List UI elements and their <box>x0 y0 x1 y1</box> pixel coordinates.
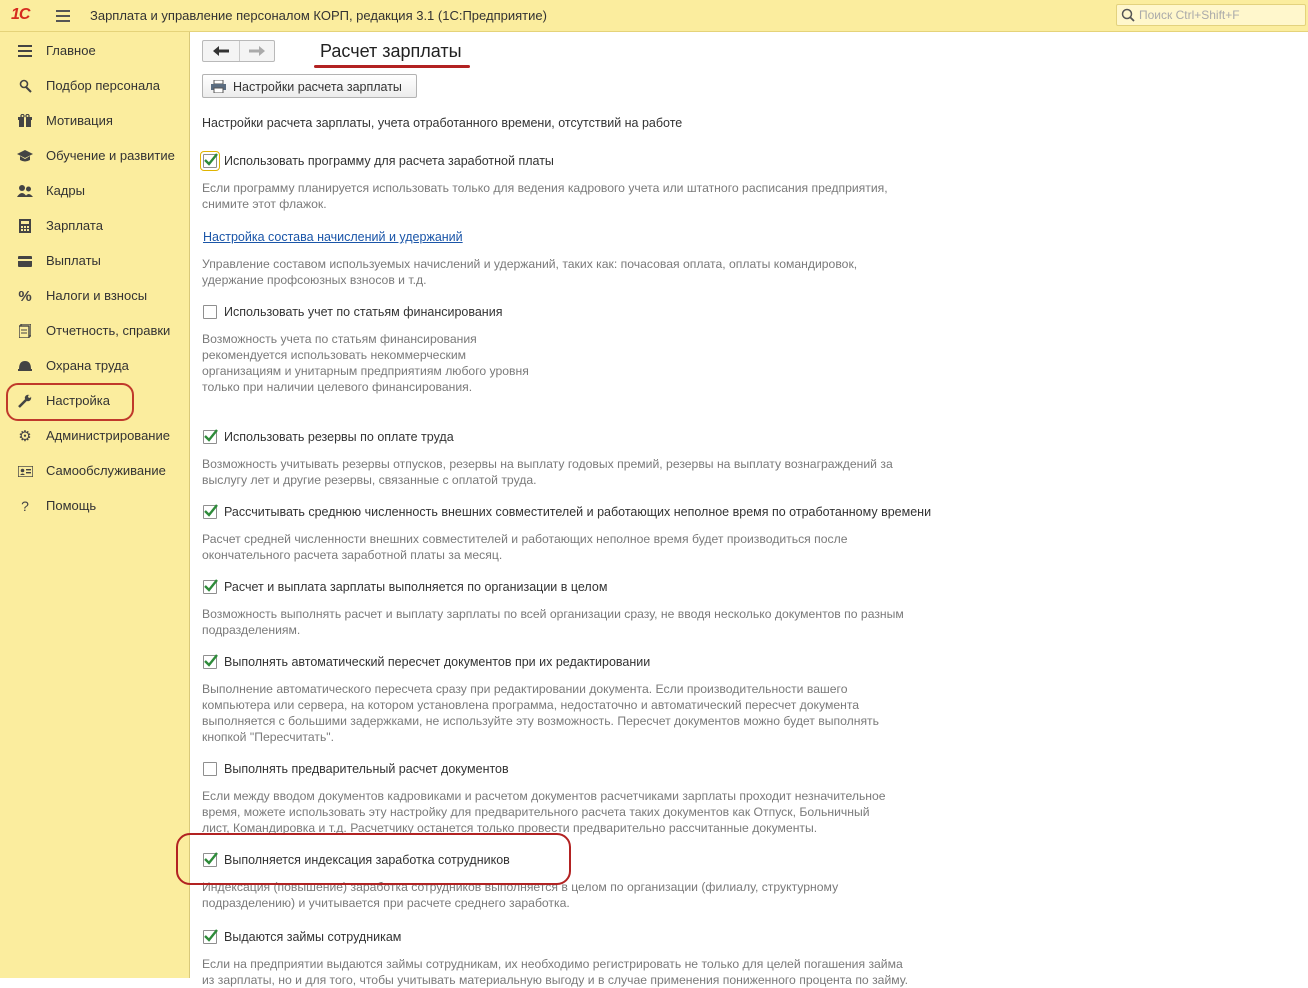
option-label[interactable]: Рассчитывать среднюю численность внешних совместителей и работающих неполное время по отработанному времени <box>224 505 932 519</box>
checkmark-icon <box>203 152 219 168</box>
sidebar-item-label: Зарплата <box>46 218 103 233</box>
wallet-icon <box>16 252 34 270</box>
sidebar-item-settings[interactable] <box>0 383 189 418</box>
people-icon <box>16 182 34 200</box>
sidebar-item-label: Налоги и взносы <box>46 288 148 303</box>
sidebar-item-labor-safety[interactable] <box>0 348 189 383</box>
global-search[interactable] <box>1116 4 1306 26</box>
top-bar <box>0 0 1308 32</box>
link-hint: Управление составом используемых начислений и удержаний, таких как: почасовая оплата, оплаты командировок, удержание профсоюзных взносов и т.д. <box>202 257 858 287</box>
section-description: Настройки расчета зарплаты, учета отработанного времени, отсутствий на работе <box>202 116 683 130</box>
graduation-cap-icon <box>16 147 34 165</box>
sidebar-item-help[interactable] <box>0 488 189 523</box>
app-title: Зарплата и управление персоналом КОРП, редакция 3.1 (1С:Предприятие) <box>90 8 547 23</box>
search-icon <box>1121 8 1135 22</box>
hamburger-icon <box>16 42 34 60</box>
back-button[interactable] <box>203 41 240 61</box>
option-organization-wide-checkbox[interactable] <box>203 580 217 594</box>
sidebar-item-label: Главное <box>46 43 96 58</box>
option-label[interactable]: Использовать резервы по оплате труда <box>224 430 454 444</box>
option-average-headcount-checkbox[interactable] <box>203 505 217 519</box>
sections-sidebar <box>0 32 190 978</box>
sidebar-item-motivation[interactable] <box>0 103 189 138</box>
sidebar-item-training[interactable] <box>0 138 189 173</box>
option-hint: Если программу планируется использовать только для ведения кадрового учета или штатного расписания предприятия, снимите этот флажок. <box>202 181 888 211</box>
sidebar-item-label: Самообслуживание <box>46 463 166 478</box>
option-label[interactable]: Выдаются займы сотрудникам <box>224 930 402 944</box>
option-auto-recalc-checkbox[interactable] <box>203 655 217 669</box>
calculator-icon <box>16 217 34 235</box>
arrow-left-icon <box>213 46 229 56</box>
option-label[interactable]: Расчет и выплата зарплаты выполняется по организации в целом <box>224 580 608 594</box>
sidebar-item-label: Администрирование <box>46 428 170 443</box>
option-hint: Возможность учета по статьям финансирования рекомендуется использовать некоммерческим организациям и унитарным предприятиям любого уровня только при наличии целевого финансирования. <box>202 332 529 394</box>
checkmark-icon <box>203 428 219 444</box>
option-hint: Если на предприятии выдаются займы сотрудникам, их необходимо регистрировать не только для целей погашения займа из зарплаты, но и для того, чтобы учитывать материальную выгоду и в случае применения пониженного процента по займу. <box>202 957 909 987</box>
sidebar-item-label: Подбор персонала <box>46 78 160 93</box>
option-financing-articles-checkbox[interactable] <box>203 305 217 319</box>
option-reserves-checkbox[interactable] <box>203 430 217 444</box>
sidebar-item-label: Мотивация <box>46 113 113 128</box>
accruals-deductions-link[interactable]: Настройка состава начислений и удержаний <box>203 230 463 244</box>
option-label[interactable]: Выполняется индексация заработка сотрудников <box>224 853 510 867</box>
sidebar-item-reports[interactable] <box>0 313 189 348</box>
sidebar-item-label: Выплаты <box>46 253 101 268</box>
history-nav <box>202 40 275 62</box>
sidebar-item-label: Помощь <box>46 498 97 513</box>
sidebar-item-main[interactable] <box>0 33 189 68</box>
page-title: Расчет зарплаты <box>320 41 462 61</box>
sidebar-item-payments[interactable] <box>0 243 189 278</box>
payroll-settings-button-label: Настройки расчета зарплаты <box>233 80 402 94</box>
option-use-payroll-checkbox[interactable] <box>203 154 217 168</box>
sidebar-item-personnel[interactable] <box>0 173 189 208</box>
option-label[interactable]: Выполнять автоматический пересчет документов при их редактировании <box>224 655 651 669</box>
sidebar-item-salary[interactable] <box>0 208 189 243</box>
arrow-right-icon <box>249 46 265 56</box>
helmet-icon <box>16 357 34 375</box>
sidebar-item-label: Охрана труда <box>46 358 129 373</box>
option-hint: Возможность учитывать резервы отпусков, резервы на выплату годовых премий, резервы на выплату вознаграждений за выслугу лет и другие резервы, связанные с оплатой труда. <box>202 457 893 487</box>
sidebar-item-recruitment[interactable] <box>0 68 189 103</box>
annotation-circle <box>176 833 571 885</box>
option-hint: Индексация (повышение) заработка сотрудников выполняется в целом по организации (филиалу, структурному подразделению) и учитывается при расчете среднего заработка. <box>202 880 839 910</box>
report-icon <box>16 322 34 340</box>
option-hint: Расчет средней численности внешних совместителей и работающих неполное время будет производиться после окончательного расчета заработной платы за месяц. <box>202 532 848 562</box>
wrench-icon <box>16 392 34 410</box>
percent-icon: % <box>18 287 32 305</box>
main-menu-icon[interactable] <box>56 10 70 25</box>
option-preliminary-calc-checkbox[interactable] <box>203 762 217 776</box>
id-card-icon <box>16 462 34 480</box>
gear-icon: ⚙ <box>18 428 32 445</box>
option-label[interactable]: Использовать программу для расчета заработной платы <box>224 154 554 168</box>
option-employee-loans-checkbox[interactable] <box>203 930 217 944</box>
sidebar-item-label: Обучение и развитие <box>46 148 175 163</box>
payroll-settings-button[interactable] <box>202 74 417 98</box>
sidebar-item-self-service[interactable] <box>0 453 189 488</box>
sidebar-item-label: Отчетность, справки <box>46 323 171 338</box>
sidebar-item-administration[interactable] <box>0 418 189 453</box>
app-logo[interactable]: 1С <box>11 6 30 23</box>
option-hint: Выполнение автоматического пересчета сразу при редактировании документа. Если производительности вашего компьютера или сервера, на котором установлена программа, недостаточно и автоматический пересчет документа выполняется с большими задержками, не используйте эту возможность. Пересчет документов можно будет выполнять кнопкой "Пересчитать". <box>202 682 879 744</box>
checkmark-icon <box>203 653 219 669</box>
checkmark-icon <box>203 503 219 519</box>
printer-icon <box>211 80 226 93</box>
question-icon: ? <box>21 498 29 514</box>
title-annotation-underline <box>314 65 470 68</box>
checkmark-icon <box>203 928 219 944</box>
search-input[interactable] <box>1139 7 1299 23</box>
sidebar-item-label: Настройка <box>46 393 110 408</box>
forward-button[interactable] <box>239 41 275 61</box>
option-hint: Если между вводом документов кадровиками и расчетом документов расчетчиками зарплаты проходит незначительное время, можете использовать эту настройку для предварительного расчета таких документов как Отпуск, Больничный лист, Командировка и т.д. Расчетчику останется только провести предварительно рассчитанные документы. <box>202 789 886 835</box>
option-label[interactable]: Выполнять предварительный расчет документов <box>224 762 509 776</box>
person-search-icon <box>16 77 34 95</box>
option-label[interactable]: Использовать учет по статьям финансирования <box>224 305 503 319</box>
sidebar-item-label: Кадры <box>46 183 85 198</box>
option-hint: Возможность выполнять расчет и выплату зарплаты по всей организации сразу, не вводя несколько документов по разным подразделениям. <box>202 607 904 637</box>
checkmark-icon <box>203 578 219 594</box>
settings-form <box>190 32 1308 987</box>
sidebar-item-taxes[interactable] <box>0 278 189 313</box>
gift-icon <box>16 112 34 130</box>
